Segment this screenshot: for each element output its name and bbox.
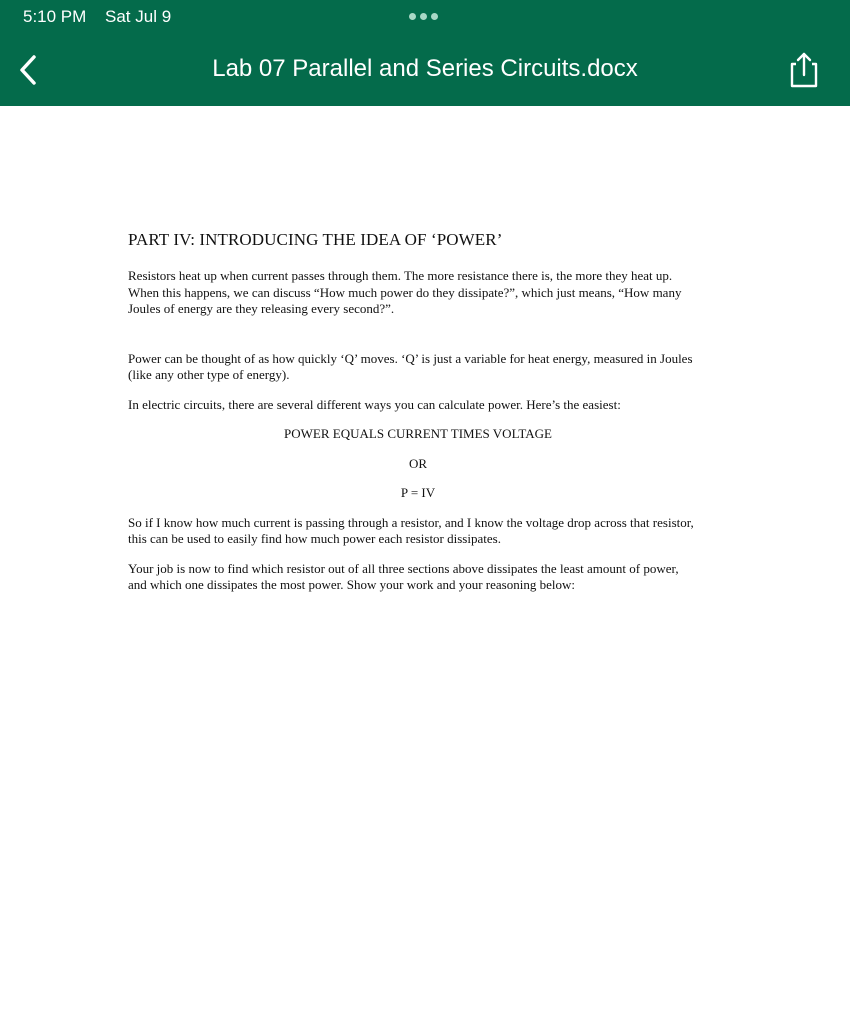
- formula-title: POWER EQUALS CURRENT TIMES VOLTAGE: [284, 426, 552, 441]
- section-heading: PART IV: INTRODUCING THE IDEA OF ‘POWER’: [128, 230, 503, 249]
- top-bar: [0, 0, 850, 106]
- status-date: Sat Jul 9: [105, 7, 172, 26]
- paragraph-task: Your job is now to find which resistor out of all three sections above dissipates the least amount of power, and which one dissipates the most power. Show your work and your reasoning below:: [128, 560, 679, 592]
- or-text: OR: [408, 455, 428, 471]
- status-time: 5:10 PM: [23, 7, 87, 26]
- document-body: [128, 230, 708, 594]
- formula: P = IV: [400, 485, 436, 500]
- paragraph-calc-ways: In electric circuits, there are several different ways you can calculate power. Here’s the easiest:: [128, 396, 621, 412]
- paragraph-current-voltage: So if I know how much current is passing through a resistor, and I know the voltage drop across that resistor, this can be used to easily find how much power each resistor dissipates.: [128, 514, 694, 546]
- paragraph-resistors-heat: Resistors heat up when current passes through them. The more resistance there is, the more they heat up. When this happens, we can discuss “How much power do they dissipate?”, which just means, “How many Joules of energy are they releasing every second?”.: [128, 268, 682, 316]
- paragraph-power-definition: Power can be thought of as how quickly ‘Q’ moves. ‘Q’ is just a variable for heat energy, measured in Joules (like any other type of energy).: [128, 350, 693, 382]
- document-title: Lab 07 Parallel and Series Circuits.docx: [212, 55, 638, 82]
- share-icon[interactable]: [786, 50, 822, 90]
- multitask-dots-icon[interactable]: [409, 13, 438, 20]
